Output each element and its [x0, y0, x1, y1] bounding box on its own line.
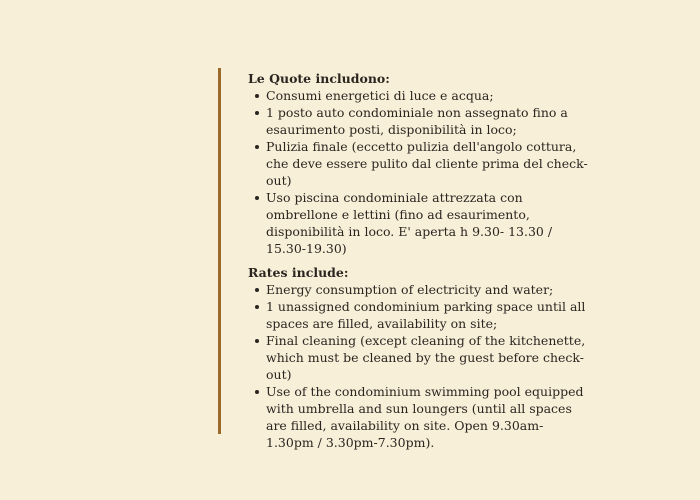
list-item: Final cleaning (except cleaning of the kitchenette, which must be cleaned by the guest before check-out): [266, 332, 588, 383]
english-rates-section: [248, 264, 588, 451]
list-item: Use of the condominium swimming pool equipped with umbrella and sun loungers (until all spaces are filled, availability on site. Open 9.30am-1.30pm / 3.30pm-7.30pm).: [266, 383, 588, 451]
list-item: 1 posto auto condominiale non assegnato fino a esaurimento posti, disponibilità in loco;: [266, 104, 588, 138]
english-list: [248, 281, 588, 451]
italian-list: [248, 87, 588, 257]
list-item: Pulizia finale (eccetto pulizia dell'angolo cottura, che deve essere pulito dal cliente prima del check-out): [266, 139, 588, 188]
italian-heading: Le Quote includono:: [248, 71, 390, 86]
list-item: Consumi energetici di luce e acqua;: [266, 87, 588, 104]
vertical-divider: [218, 68, 221, 434]
italian-rates-section: [248, 70, 588, 257]
list-item: 1 unassigned condominium parking space until all spaces are filled, availability on site;: [266, 298, 588, 332]
list-item: Uso piscina condominiale attrezzata con ombrellone e lettini (fino ad esaurimento, disponibilità in loco. E' aperta h 9.30- 13.30 / 15.30-19.30): [266, 189, 588, 257]
list-item: Energy consumption of electricity and water;: [266, 281, 588, 298]
english-heading: Rates include:: [248, 265, 349, 280]
